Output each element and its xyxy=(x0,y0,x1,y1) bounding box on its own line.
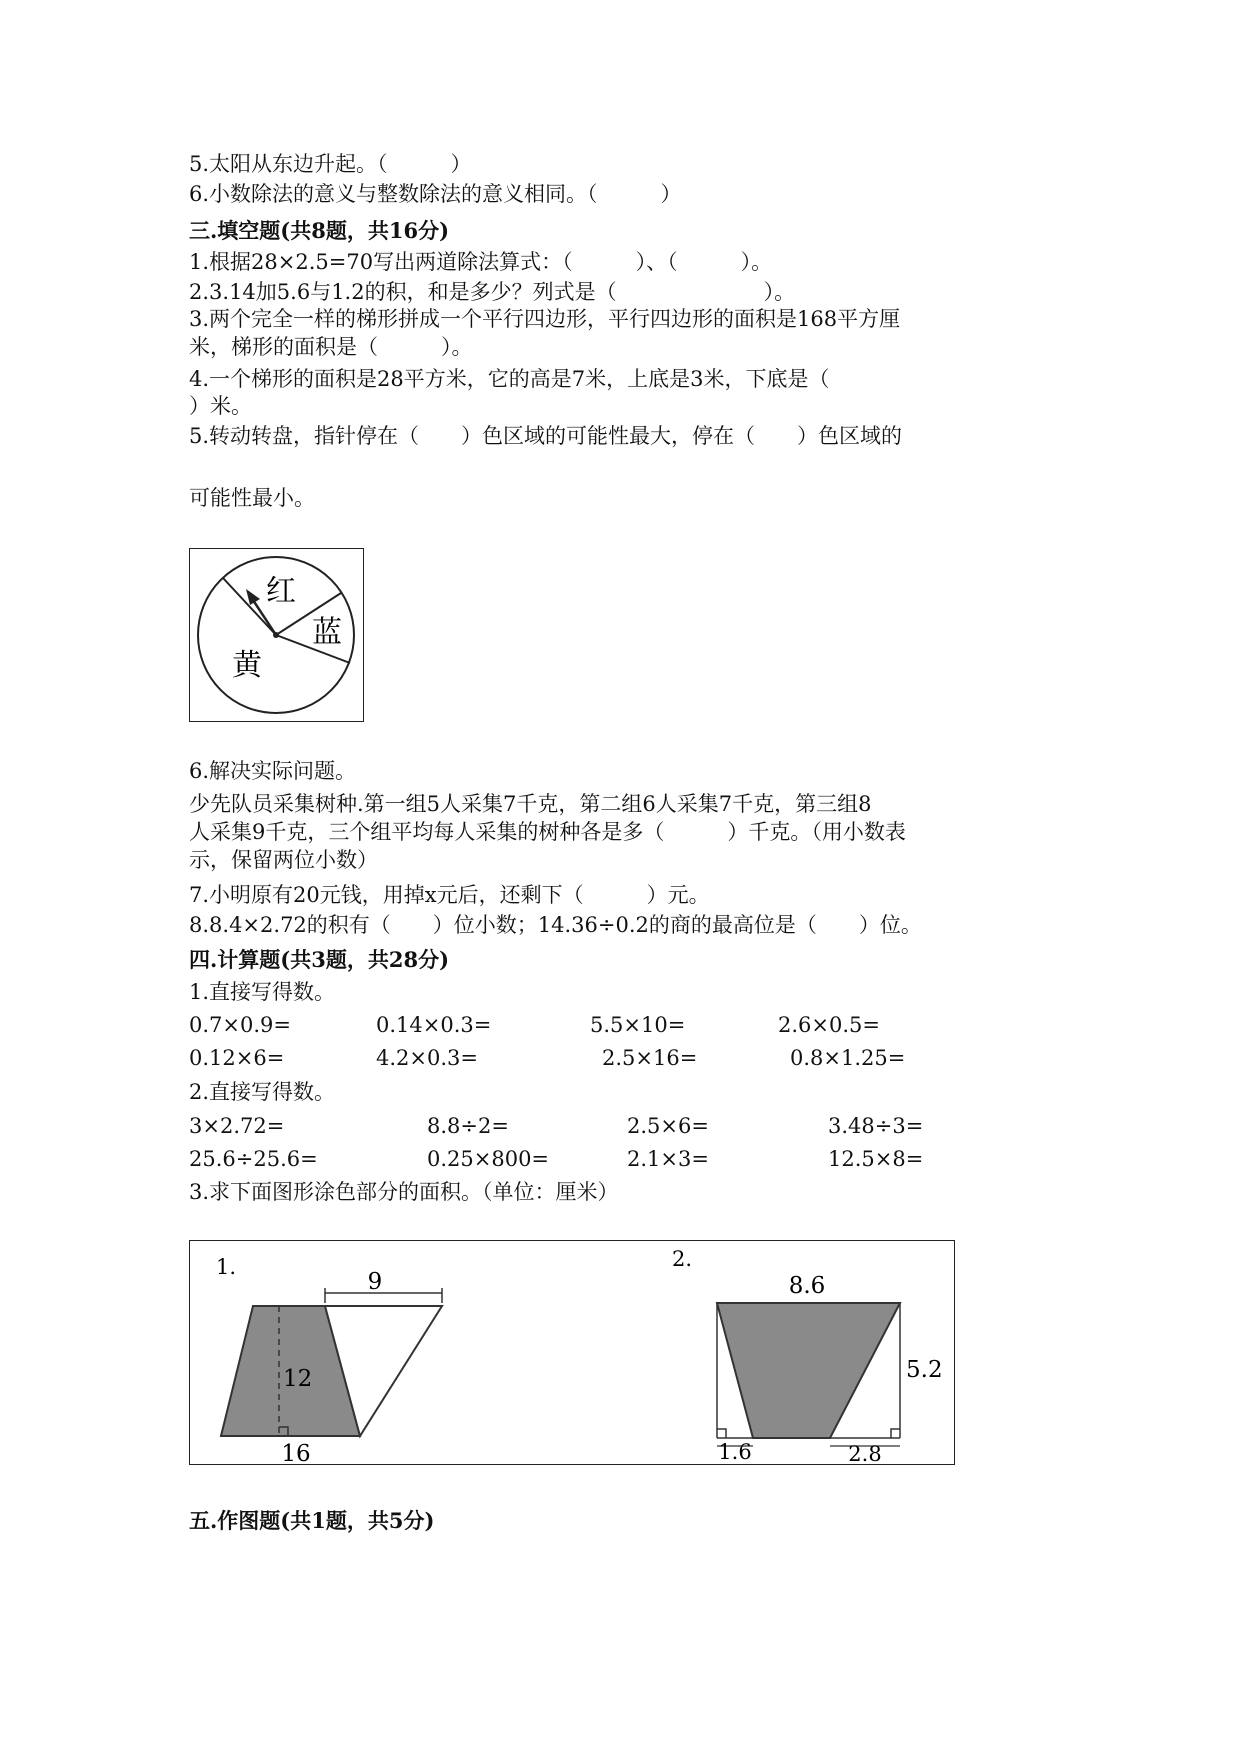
pointer-arrow-icon xyxy=(246,589,260,605)
fill-q6-line3: 示，保留两位小数） xyxy=(189,848,378,872)
fill-q4-line2: ）米。 xyxy=(189,394,252,418)
calc-q2-r2-c1: 25.6÷25.6= xyxy=(189,1147,318,1171)
calc-q1-r2-c1: 0.12×6= xyxy=(189,1046,285,1070)
fill-q8: 8.8.4×2.72的积有（ ）位小数；14.36÷0.2的商的最高位是（ ）位。 xyxy=(189,913,922,937)
calc-q1-r2-c4: 0.8×1.25= xyxy=(790,1046,906,1070)
calc-q2-r2-c2: 0.25×800= xyxy=(427,1147,550,1171)
fill-q6-line1: 少先队员采集树种.第一组5人采集7千克，第二组6人采集7千克，第三组8 xyxy=(189,792,872,816)
fill-q3-line2: 米，梯形的面积是（ ）。 xyxy=(189,335,473,359)
judge-q5: 5.太阳从东边升起。（ ） xyxy=(189,152,472,176)
calc-q2-r2-c3: 2.1×3= xyxy=(627,1147,709,1171)
section4-heading: 四.计算题(共3题，共28分) xyxy=(189,947,450,972)
section3-heading: 三.填空题(共8题，共16分) xyxy=(189,218,450,243)
fig1-bottom-label: 16 xyxy=(281,1441,311,1464)
area-figure-svg xyxy=(190,1241,954,1464)
spinner-label-red: 红 xyxy=(266,574,296,609)
calc-q2-r1-c2: 8.8÷2= xyxy=(427,1114,509,1138)
fill-q1: 1.根据28×2.5=70写出两道除法算式：（ ）、（ ）。 xyxy=(189,250,773,274)
calc-q1-r1-c4: 2.6×0.5= xyxy=(778,1013,880,1037)
fill-q6-title: 6.解决实际问题。 xyxy=(189,759,357,783)
spinner-label-blue: 蓝 xyxy=(312,615,342,650)
calc-q2-r1-c3: 2.5×6= xyxy=(627,1114,709,1138)
calc-q3-title: 3.求下面图形涂色部分的面积。（单位：厘米） xyxy=(189,1180,619,1204)
spinner-center xyxy=(273,632,279,638)
fill-q7: 7.小明原有20元钱，用掉x元后，还剩下（ ）元。 xyxy=(189,883,710,907)
fig2-shaded-trapezoid xyxy=(717,1303,900,1438)
judge-q6: 6.小数除法的意义与整数除法的意义相同。（ ） xyxy=(189,182,682,206)
fill-q2: 2.3.14加5.6与1.2的积，和是多少？列式是（ ）。 xyxy=(189,280,796,304)
calc-q2-r1-c1: 3×2.72= xyxy=(189,1114,285,1138)
section5-heading: 五.作图题(共1题，共5分) xyxy=(189,1508,435,1533)
fill-q4-line1: 4.一个梯形的面积是28平方米，它的高是7米，上底是3米，下底是（ xyxy=(189,367,830,391)
fill-q6-line2: 人采集9千克，三个组平均每人采集的树种各是多（ ）千克。（用小数表 xyxy=(189,820,906,844)
fig2-right-angle-right xyxy=(891,1429,900,1438)
fill-q5-line2: 可能性最小。 xyxy=(189,486,315,510)
calc-q1-r1-c3: 5.5×10= xyxy=(590,1013,686,1037)
calc-q1-r2-c3: 2.5×16= xyxy=(602,1046,698,1070)
fig2-left-label: 1.6 xyxy=(718,1440,752,1464)
calc-q2-r1-c4: 3.48÷3= xyxy=(828,1114,924,1138)
spinner-svg xyxy=(190,549,363,721)
fig1-top-label: 9 xyxy=(367,1269,383,1295)
spinner-figure xyxy=(189,548,364,722)
calc-q1-r1-c2: 0.14×0.3= xyxy=(376,1013,492,1037)
calc-q1-r2-c2: 4.2×0.3= xyxy=(376,1046,478,1070)
fill-q3-line1: 3.两个完全一样的梯形拼成一个平行四边形，平行四边形的面积是168平方厘 xyxy=(189,307,901,331)
fig1-height-label: 12 xyxy=(283,1366,313,1392)
fig2-height-label: 5.2 xyxy=(906,1357,943,1383)
fig2-label: 2. xyxy=(672,1247,693,1271)
calc-q1-title: 1.直接写得数。 xyxy=(189,980,336,1004)
fill-q5-line1: 5.转动转盘，指针停在（ ）色区域的可能性最大，停在（ ）色区域的 xyxy=(189,424,903,448)
calc-q2-r2-c4: 12.5×8= xyxy=(828,1147,924,1171)
fig2-right-label: 2.8 xyxy=(848,1442,882,1464)
fig2-right-angle-left xyxy=(717,1429,726,1438)
spinner-label-yellow: 黄 xyxy=(232,648,262,683)
area-figure xyxy=(189,1240,955,1465)
fig2-top-label: 8.6 xyxy=(788,1273,826,1299)
calc-q2-title: 2.直接写得数。 xyxy=(189,1080,336,1104)
calc-q1-r1-c1: 0.7×0.9= xyxy=(189,1013,291,1037)
fig1-label: 1. xyxy=(216,1255,237,1279)
